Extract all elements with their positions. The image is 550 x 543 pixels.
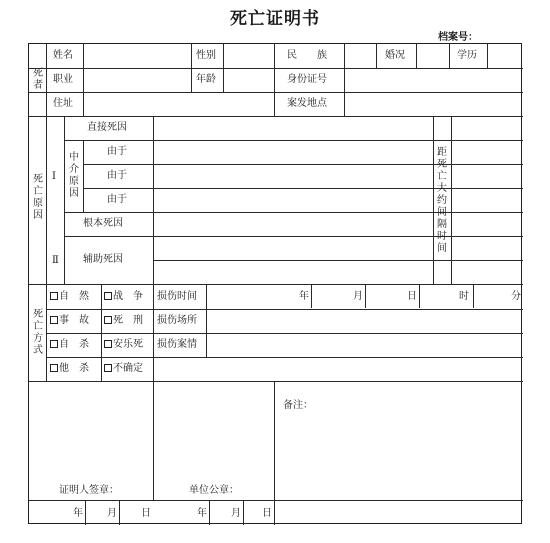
injury-place-label: 损伤场所 (157, 315, 197, 326)
education-label: 学历 (457, 50, 477, 61)
grid-line (83, 164, 523, 165)
date-right-year: 年 (197, 508, 207, 519)
checkbox[interactable] (104, 316, 112, 324)
grid-line (274, 44, 275, 116)
injury-time-label: 损伤时间 (157, 291, 197, 302)
grid-line (46, 309, 523, 310)
marital-label: 婚况 (385, 50, 405, 61)
manner-option-suicide[interactable] (50, 339, 89, 351)
grid-line (29, 92, 523, 93)
grid-line (191, 44, 192, 92)
deceased-group-label: 死者 (33, 68, 43, 91)
grid-line (29, 381, 523, 382)
grid-line (223, 44, 224, 92)
grid-line (46, 333, 523, 334)
archive-number-label: 档案号： (438, 32, 478, 43)
grid-line (365, 284, 366, 308)
grid-line (83, 188, 523, 189)
grid-line (451, 116, 452, 284)
grid-line (376, 44, 377, 68)
manner-option-euthanasia[interactable] (104, 339, 143, 351)
grid-line (29, 68, 523, 69)
form-title: 死亡证明书 (230, 9, 320, 29)
grid-line (344, 44, 345, 116)
grid-line (29, 116, 523, 117)
cause-group-label: 死亡原因 (33, 174, 43, 221)
grid-line (85, 500, 86, 525)
direct-cause-label: 直接死因 (87, 122, 127, 133)
ethnicity-label: 民 族 (287, 50, 327, 61)
manner-option-label: 自 杀 (59, 339, 89, 350)
injury-time-minute: 分 (511, 291, 521, 302)
manner-option-label: 自 然 (59, 291, 89, 302)
grid-line (153, 284, 154, 500)
checkbox[interactable] (50, 316, 58, 324)
grid-line (153, 260, 523, 261)
manner-option-label: 死 刑 (113, 315, 143, 326)
grid-line (119, 500, 120, 525)
manner-option-natural[interactable] (50, 291, 89, 303)
grid-line (449, 44, 450, 68)
section-two-label: Ⅱ (52, 255, 59, 266)
manner-option-label: 不确定 (113, 363, 143, 374)
manner-option-label: 他 杀 (59, 363, 89, 374)
grid-line (46, 44, 47, 381)
checkbox[interactable] (50, 292, 58, 300)
checkbox[interactable] (104, 340, 112, 348)
injury-details-label: 损伤案情 (157, 339, 197, 350)
age-label: 年龄 (196, 74, 216, 85)
checkbox[interactable] (104, 292, 112, 300)
grid-line (419, 284, 420, 308)
due-to-label-2: 由于 (107, 170, 127, 181)
address-label: 住址 (53, 98, 73, 109)
interval-label: 距死亡大约间隔时间 (437, 147, 447, 254)
grid-line (311, 284, 312, 308)
date-right-day: 日 (262, 508, 272, 519)
grid-line (416, 44, 417, 68)
date-left-month: 月 (107, 508, 117, 519)
grid-line (433, 116, 434, 284)
underlying-cause-label: 根本死因 (83, 218, 123, 229)
grid-line (83, 44, 84, 116)
manner-option-death-penalty[interactable] (104, 315, 143, 327)
injury-time-month: 月 (353, 291, 363, 302)
grid-line (29, 284, 523, 285)
unit-seal-label: 单位公章： (189, 485, 239, 496)
manner-option-war[interactable] (104, 291, 143, 303)
grid-line (64, 140, 523, 141)
id-number-label: 身份证号 (287, 74, 327, 85)
name-label: 姓名 (53, 50, 73, 61)
manner-option-label: 战 争 (113, 291, 143, 302)
checkbox[interactable] (50, 340, 58, 348)
grid-line (83, 140, 84, 212)
incident-location-label: 案发地点 (287, 98, 327, 109)
checkbox[interactable] (104, 364, 112, 372)
death-certificate-form (28, 43, 522, 524)
grid-line (64, 212, 523, 213)
manner-group-label: 死亡方式 (33, 309, 43, 356)
grid-line (46, 357, 523, 358)
date-right-month: 月 (231, 508, 241, 519)
grid-line (209, 500, 210, 525)
manner-option-label: 事 故 (59, 315, 89, 326)
occupation-label: 职业 (53, 74, 73, 85)
grid-line (29, 500, 523, 501)
grid-line (487, 44, 488, 68)
grid-line (64, 116, 65, 284)
grid-line (206, 284, 207, 357)
due-to-label-1: 由于 (107, 146, 127, 157)
injury-time-year: 年 (299, 291, 309, 302)
grid-line (243, 500, 244, 525)
grid-line (274, 381, 275, 525)
manner-option-accident[interactable] (50, 315, 89, 327)
remarks-label: 备注： (283, 400, 313, 411)
manner-option-undetermined[interactable] (104, 363, 143, 375)
contributing-cause-label: 辅助死因 (83, 254, 123, 265)
injury-time-hour: 时 (459, 291, 469, 302)
grid-line (473, 284, 474, 308)
intermediate-cause-label: 中介原因 (69, 152, 79, 199)
section-one-label: Ⅰ (52, 171, 56, 182)
checkbox[interactable] (50, 364, 58, 372)
grid-line (153, 116, 154, 284)
manner-option-homicide[interactable] (50, 363, 89, 375)
gender-label: 性别 (196, 50, 216, 61)
manner-option-label: 安乐死 (113, 339, 143, 350)
due-to-label-3: 由于 (107, 194, 127, 205)
certifier-signature-label: 证明人签章： (59, 485, 119, 496)
date-left-year: 年 (73, 508, 83, 519)
grid-line (64, 236, 523, 237)
date-left-day: 日 (141, 508, 151, 519)
injury-time-day: 日 (407, 291, 417, 302)
grid-line (101, 284, 102, 381)
